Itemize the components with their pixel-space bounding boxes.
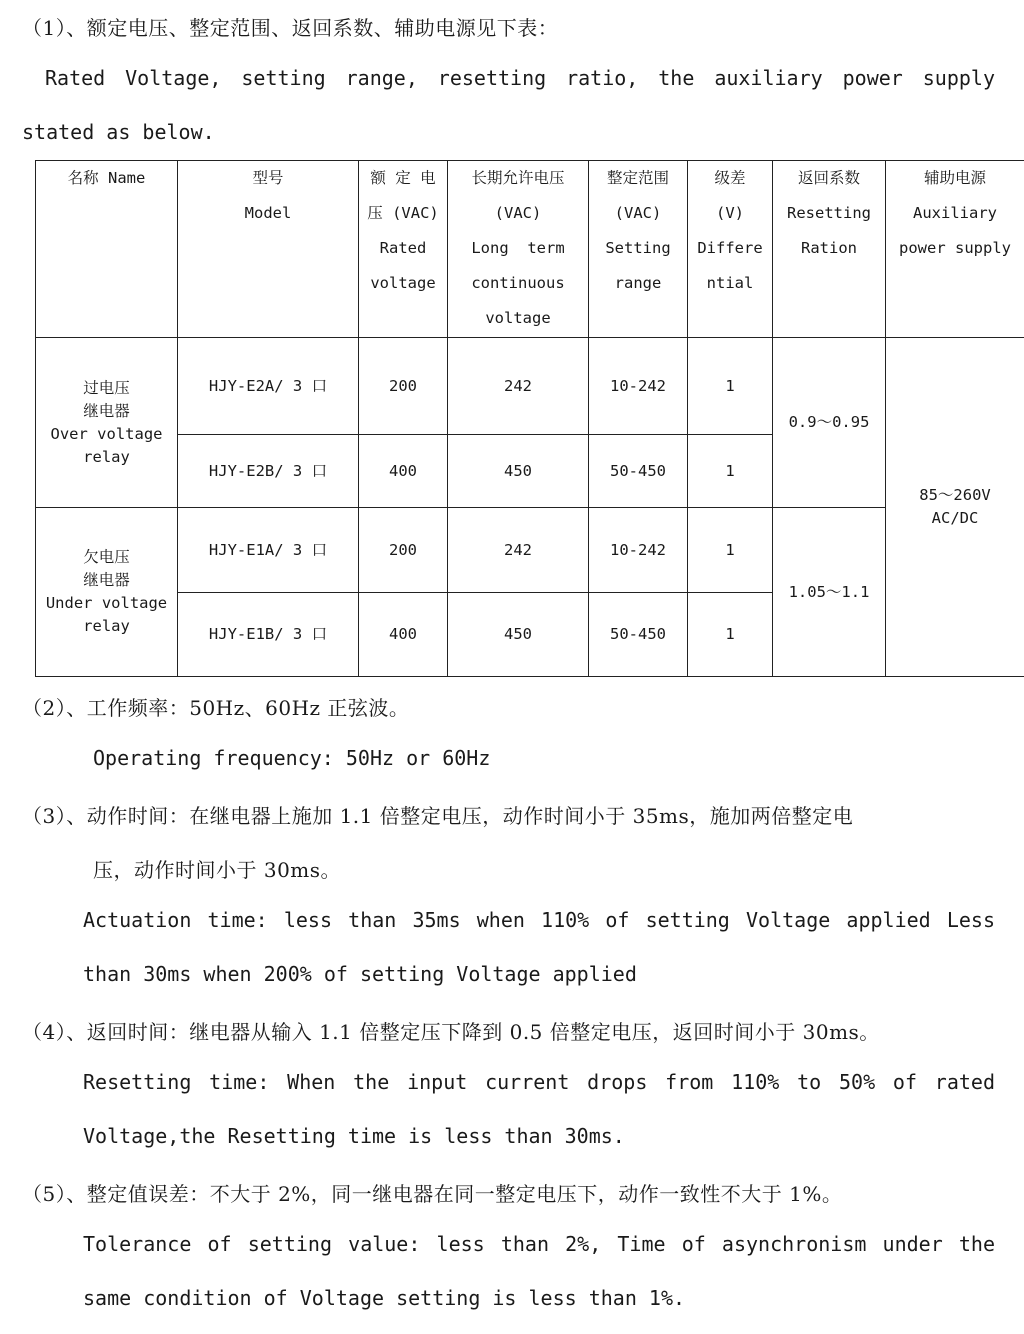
cell-long-term: 242 xyxy=(448,508,589,593)
header-model: 型号 Model xyxy=(178,161,359,338)
cell-setting-range: 10-242 xyxy=(589,508,688,593)
group-name-over-voltage: 过电压 继电器 Over voltage relay xyxy=(36,338,178,508)
section-3-text-en-line1: Actuation time: less than 35ms when 110% of setting Voltage applied Less xyxy=(83,908,995,932)
table-row xyxy=(36,338,1024,435)
table-row xyxy=(36,508,1024,593)
section-4-heading-zh: （4）、返回时间：继电器从输入 1.1 倍整定压下降到 0.5 倍整定电压，返回时间小于 30ms。 xyxy=(22,1020,880,1044)
cell-differential: 1 xyxy=(688,508,773,593)
section-5-text-en-line2: same condition of Voltage setting is less than 1%. xyxy=(83,1286,686,1310)
cell-rated: 200 xyxy=(359,338,448,435)
cell-resetting-ratio: 0.9～0.95 xyxy=(773,338,886,508)
cell-differential: 1 xyxy=(688,338,773,435)
section-3-text-en-line2: than 30ms when 200% of setting Voltage applied xyxy=(83,962,637,986)
header-rated-voltage: 额 定 电 压 (VAC) Rated voltage xyxy=(359,161,448,338)
cell-rated: 200 xyxy=(359,508,448,593)
section-2-text-en: Operating frequency: 50Hz or 60Hz xyxy=(93,746,491,770)
cell-differential: 1 xyxy=(688,593,773,677)
cell-model: HJY-E1A/ 3 口 xyxy=(178,508,359,593)
header-long-term-voltage: 长期允许电压 (VAC) Long term continuous voltage xyxy=(448,161,589,338)
section-1-text-en-line2: stated as below. xyxy=(22,120,215,144)
cell-rated: 400 xyxy=(359,593,448,677)
cell-setting-range: 10-242 xyxy=(589,338,688,435)
section-5-heading-zh: （5）、整定值误差：不大于 2%，同一继电器在同一整定电压下，动作一致性不大于 1%。 xyxy=(22,1182,843,1206)
cell-model: HJY-E2B/ 3 口 xyxy=(178,435,359,508)
header-differential: 级差 (V) Differe ntial xyxy=(688,161,773,338)
cell-setting-range: 50-450 xyxy=(589,593,688,677)
section-5-text-en-line1: Tolerance of setting value: less than 2%, Time of asynchronism under the xyxy=(83,1232,995,1256)
section-3-heading-zh: （3）、动作时间：在继电器上施加 1.1 倍整定电压，动作时间小于 35ms，施加两倍整定电 xyxy=(22,804,854,828)
cell-differential: 1 xyxy=(688,435,773,508)
cell-model: HJY-E2A/ 3 口 xyxy=(178,338,359,435)
cell-model: HJY-E1B/ 3 口 xyxy=(178,593,359,677)
cell-resetting-ratio: 1.05～1.1 xyxy=(773,508,886,677)
table-header-row xyxy=(36,161,1024,338)
section-4-text-en-line2: Voltage,the Resetting time is less than 30ms. xyxy=(83,1124,625,1148)
cell-rated: 400 xyxy=(359,435,448,508)
header-aux-power: 辅助电源 Auxiliary power supply xyxy=(886,161,1024,338)
section-4-text-en-line1: Resetting time: When the input current drops from 110% to 50% of rated xyxy=(83,1070,995,1094)
cell-aux-power: 85～260V AC/DC xyxy=(886,338,1024,677)
cell-setting-range: 50-450 xyxy=(589,435,688,508)
section-1-heading-zh: （1）、额定电压、整定范围、返回系数、辅助电源见下表： xyxy=(22,16,559,40)
section-3-heading-zh-cont: 压，动作时间小于 30ms。 xyxy=(93,858,342,882)
header-resetting-ratio: 返回系数 Resetting Ration xyxy=(773,161,886,338)
cell-long-term: 450 xyxy=(448,435,589,508)
header-setting-range: 整定范围 (VAC) Setting range xyxy=(589,161,688,338)
section-1-text-en-line1: Rated Voltage, setting range, resetting ratio, the auxiliary power supply xyxy=(45,66,995,90)
cell-long-term: 242 xyxy=(448,338,589,435)
header-name: 名称 Name xyxy=(36,161,178,338)
spec-table xyxy=(35,160,1024,677)
group-name-under-voltage: 欠电压 继电器 Under voltage relay xyxy=(36,508,178,677)
section-2-heading-zh: （2）、工作频率：50Hz、60Hz 正弦波。 xyxy=(22,696,410,720)
cell-long-term: 450 xyxy=(448,593,589,677)
